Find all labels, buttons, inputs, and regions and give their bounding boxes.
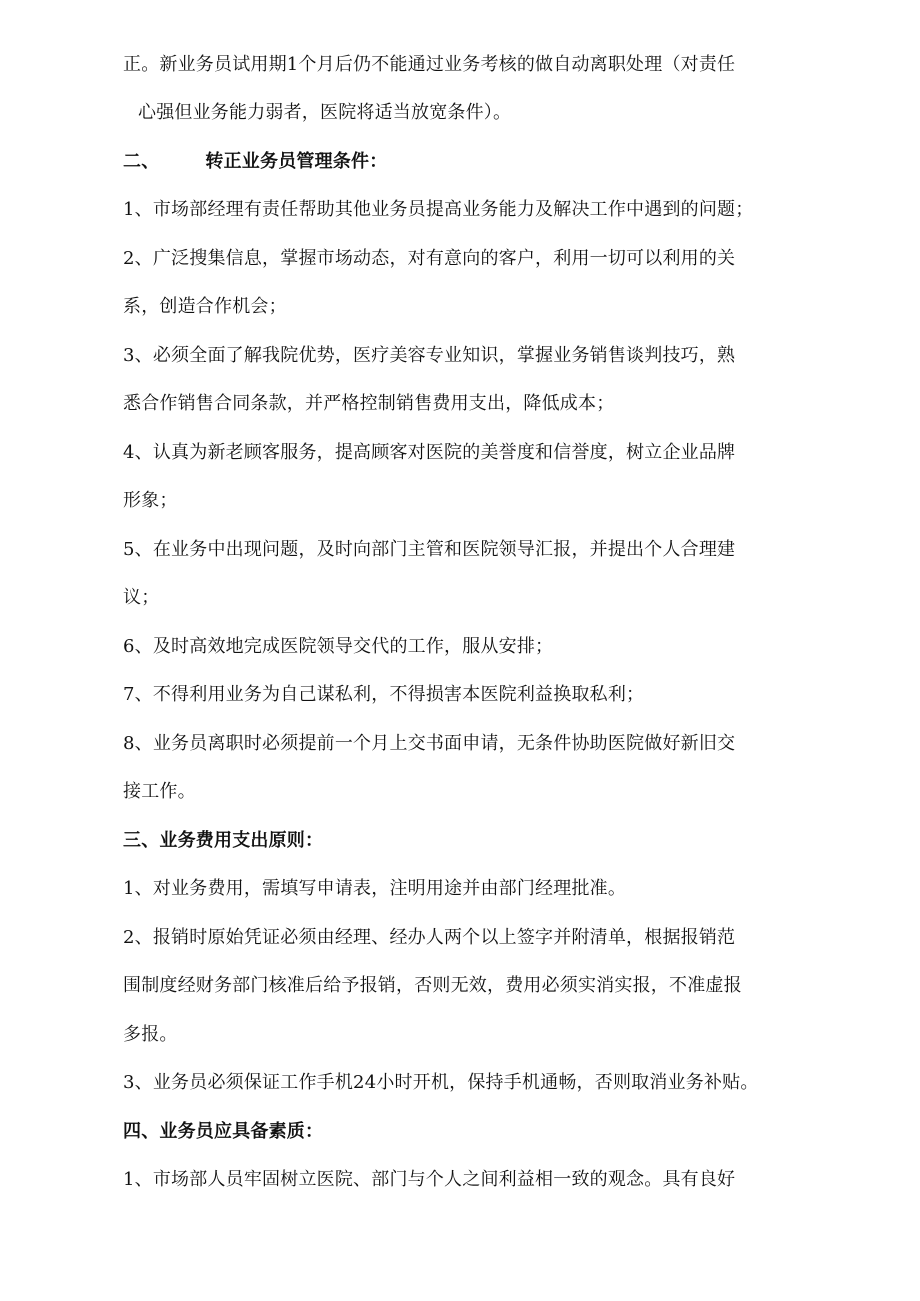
list-item: 6、及时高效地完成医院领导交代的工作，服从安排； xyxy=(123,636,554,657)
list-item: 7、不得利用业务为自己谋私利，不得损害本医院利益换取私利； xyxy=(123,684,645,705)
list-item-continuation: 形象； xyxy=(123,490,178,511)
list-item: 4、认真为新老顾客服务，提高顾客对医院的美誉度和信誉度，树立企业品牌 xyxy=(123,442,736,463)
section-heading-number: 二、 xyxy=(123,151,160,172)
list-item: 3、必须全面了解我院优势，医疗美容专业知识，掌握业务销售谈判技巧，熟 xyxy=(123,345,736,366)
list-item-continuation: 悉合作销售合同条款，并严格控制销售费用支出，降低成本； xyxy=(123,393,615,414)
list-item: 3、业务员必须保证工作手机24小时开机，保持手机通畅，否则取消业务补贴。 xyxy=(123,1072,759,1093)
list-item: 1、市场部人员牢固树立医院、部门与个人之间利益相一致的观念。具有良好 xyxy=(123,1169,736,1190)
section-heading-2 xyxy=(123,149,823,175)
section-heading-4: 四、业务员应具备素质： xyxy=(123,1121,324,1142)
list-item: 1、市场部经理有责任帮助其他业务员提高业务能力及解决工作中遇到的问题； xyxy=(123,199,754,220)
list-item-continuation: 围制度经财务部门核准后给予报销，否则无效，费用必须实消实报，不准虚报 xyxy=(123,975,742,996)
list-item: 1、对业务费用，需填写申请表，注明用途并由部门经理批准。 xyxy=(123,878,627,899)
list-item: 2、广泛搜集信息，掌握市场动态，对有意向的客户，利用一切可以利用的关 xyxy=(123,248,736,269)
section-heading-text: 转正业务员管理条件： xyxy=(205,151,388,172)
list-item: 8、业务员离职时必须提前一个月上交书面申请，无条件协助医院做好新旧交 xyxy=(123,733,736,754)
list-item-continuation: 系，创造合作机会； xyxy=(123,296,287,317)
list-item-continuation: 多报。 xyxy=(123,1024,178,1045)
paragraph-line: 正。新业务员试用期1个月后仍不能通过业务考核的做自动离职处理（对责任 xyxy=(123,54,736,75)
section-heading-3: 三、业务费用支出原则： xyxy=(123,830,324,851)
list-item-continuation: 接工作。 xyxy=(123,781,196,802)
paragraph-line: 心强但业务能力弱者，医院将适当放宽条件）。 xyxy=(138,102,512,123)
list-item: 5、在业务中出现问题，及时向部门主管和医院领导汇报，并提出个人合理建 xyxy=(123,539,736,560)
list-item-continuation: 议； xyxy=(123,587,160,608)
list-item: 2、报销时原始凭证必须由经理、经办人两个以上签字并附清单，根据报销范 xyxy=(123,927,736,948)
